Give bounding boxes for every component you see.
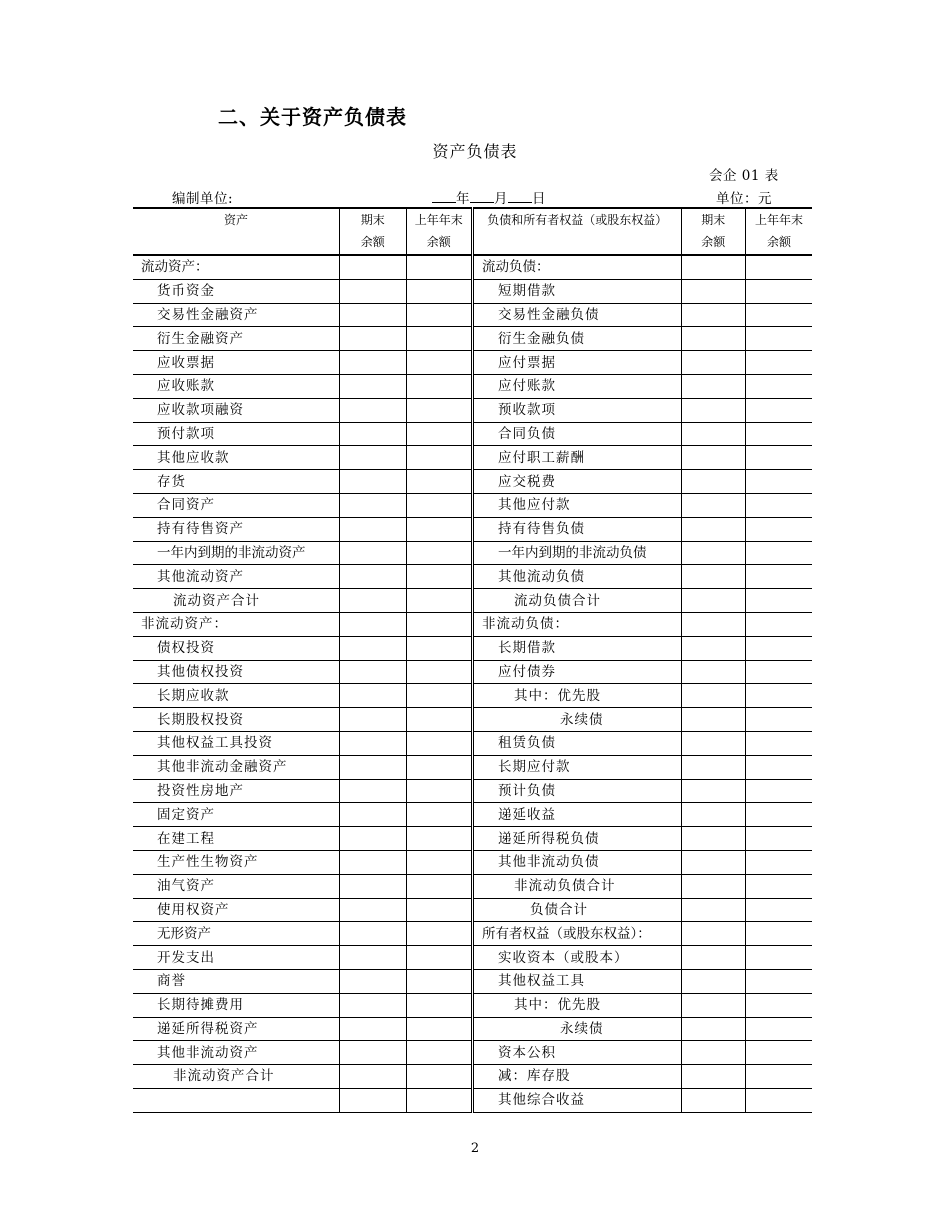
asset-end-balance-cell bbox=[340, 803, 406, 827]
asset-prior-balance-cell bbox=[406, 1065, 472, 1089]
liability-item: 资本公积 bbox=[472, 1041, 681, 1065]
table-row bbox=[133, 1088, 812, 1112]
table-row bbox=[133, 279, 812, 303]
asset-prior-balance-cell bbox=[406, 684, 472, 708]
liability-item: 预收款项 bbox=[472, 398, 681, 422]
liability-prior-balance-cell bbox=[745, 946, 812, 970]
table-row bbox=[133, 850, 812, 874]
liability-end-balance-cell bbox=[681, 708, 745, 732]
asset-end-balance-cell bbox=[340, 327, 406, 351]
asset-end-balance-cell bbox=[340, 446, 406, 470]
asset-end-balance-cell bbox=[340, 684, 406, 708]
table-row bbox=[133, 708, 812, 732]
liability-prior-balance-cell bbox=[745, 470, 812, 494]
asset-end-balance-cell bbox=[340, 1041, 406, 1065]
table-row bbox=[133, 827, 812, 851]
liability-prior-balance-cell bbox=[745, 1065, 812, 1089]
liability-item: 交易性金融负债 bbox=[472, 303, 681, 327]
asset-prior-balance-cell bbox=[406, 303, 472, 327]
liability-end-balance-cell bbox=[681, 374, 745, 398]
liability-prior-balance-cell bbox=[745, 827, 812, 851]
asset-prior-balance-cell bbox=[406, 255, 472, 279]
asset-end-balance-cell bbox=[340, 303, 406, 327]
liability-end-balance-cell bbox=[681, 1041, 745, 1065]
liability-end-balance-cell bbox=[681, 517, 745, 541]
liability-item: 其他综合收益 bbox=[472, 1088, 681, 1112]
header-prior-year-balance-right: 上年年末 余额 bbox=[745, 208, 812, 255]
liability-prior-balance-cell bbox=[745, 517, 812, 541]
liability-prior-balance-cell bbox=[745, 422, 812, 446]
liability-end-balance-cell bbox=[681, 850, 745, 874]
asset-end-balance-cell bbox=[340, 779, 406, 803]
liability-item: 应付职工薪酬 bbox=[472, 446, 681, 470]
liability-end-balance-cell bbox=[681, 660, 745, 684]
liability-prior-balance-cell bbox=[745, 1041, 812, 1065]
liability-prior-balance-cell bbox=[745, 969, 812, 993]
asset-prior-balance-cell bbox=[406, 351, 472, 375]
table-row bbox=[133, 422, 812, 446]
asset-item: 存货 bbox=[133, 470, 340, 494]
asset-item: 债权投资 bbox=[133, 636, 340, 660]
asset-end-balance-cell bbox=[340, 1017, 406, 1041]
table-row bbox=[133, 1041, 812, 1065]
asset-item: 投资性房地产 bbox=[133, 779, 340, 803]
asset-item: 使用权资产 bbox=[133, 898, 340, 922]
asset-item: 开发支出 bbox=[133, 946, 340, 970]
asset-item: 非流动资产合计 bbox=[133, 1065, 340, 1089]
table-row bbox=[133, 327, 812, 351]
asset-end-balance-cell bbox=[340, 612, 406, 636]
asset-item: 油气资产 bbox=[133, 874, 340, 898]
liability-prior-balance-cell bbox=[745, 398, 812, 422]
liability-item: 衍生金融负债 bbox=[472, 327, 681, 351]
table-row bbox=[133, 803, 812, 827]
asset-item: 应收票据 bbox=[133, 351, 340, 375]
liability-end-balance-cell bbox=[681, 493, 745, 517]
asset-end-balance-cell bbox=[340, 589, 406, 613]
asset-end-balance-cell bbox=[340, 755, 406, 779]
liability-prior-balance-cell bbox=[745, 493, 812, 517]
asset-prior-balance-cell bbox=[406, 589, 472, 613]
asset-prior-balance-cell bbox=[406, 541, 472, 565]
liability-item: 负债合计 bbox=[472, 898, 681, 922]
asset-end-balance-cell bbox=[340, 946, 406, 970]
asset-item: 持有待售资产 bbox=[133, 517, 340, 541]
liability-item: 其他应付款 bbox=[472, 493, 681, 517]
asset-prior-balance-cell bbox=[406, 755, 472, 779]
asset-item: 长期股权投资 bbox=[133, 708, 340, 732]
liability-end-balance-cell bbox=[681, 1065, 745, 1089]
unit-label: 单位：元 bbox=[716, 191, 772, 207]
asset-end-balance-cell bbox=[340, 898, 406, 922]
table-row bbox=[133, 351, 812, 375]
liability-prior-balance-cell bbox=[745, 708, 812, 732]
liability-item: 流动负债： bbox=[472, 255, 681, 279]
liability-end-balance-cell bbox=[681, 827, 745, 851]
asset-item: 长期待摊费用 bbox=[133, 993, 340, 1017]
asset-item: 预付款项 bbox=[133, 422, 340, 446]
liability-prior-balance-cell bbox=[745, 303, 812, 327]
asset-prior-balance-cell bbox=[406, 612, 472, 636]
asset-prior-balance-cell bbox=[406, 779, 472, 803]
asset-end-balance-cell bbox=[340, 874, 406, 898]
table-row bbox=[133, 946, 812, 970]
liability-end-balance-cell bbox=[681, 1017, 745, 1041]
table-row bbox=[133, 969, 812, 993]
liability-end-balance-cell bbox=[681, 446, 745, 470]
liability-end-balance-cell bbox=[681, 279, 745, 303]
asset-end-balance-cell bbox=[340, 993, 406, 1017]
asset-prior-balance-cell bbox=[406, 850, 472, 874]
liability-end-balance-cell bbox=[681, 565, 745, 589]
asset-item: 其他非流动资产 bbox=[133, 1041, 340, 1065]
asset-item: 流动资产： bbox=[133, 255, 340, 279]
liability-item: 其他流动负债 bbox=[472, 565, 681, 589]
table-row bbox=[133, 565, 812, 589]
page-number: 2 bbox=[470, 1141, 480, 1156]
asset-end-balance-cell bbox=[340, 255, 406, 279]
liability-prior-balance-cell bbox=[745, 351, 812, 375]
header-end-balance: 期末 余额 bbox=[340, 208, 406, 255]
header-prior-year-balance: 上年年末 余额 bbox=[406, 208, 472, 255]
asset-end-balance-cell bbox=[340, 422, 406, 446]
asset-item: 商誉 bbox=[133, 969, 340, 993]
liability-item: 合同负债 bbox=[472, 422, 681, 446]
liability-item: 减：库存股 bbox=[472, 1065, 681, 1089]
liability-item: 其中：优先股 bbox=[472, 684, 681, 708]
header-row bbox=[133, 208, 812, 255]
liability-prior-balance-cell bbox=[745, 1017, 812, 1041]
asset-item: 合同资产 bbox=[133, 493, 340, 517]
asset-item: 生产性生物资产 bbox=[133, 850, 340, 874]
liability-end-balance-cell bbox=[681, 898, 745, 922]
asset-item bbox=[133, 1088, 340, 1112]
asset-item: 交易性金融资产 bbox=[133, 303, 340, 327]
liability-item: 短期借款 bbox=[472, 279, 681, 303]
liability-item: 递延收益 bbox=[472, 803, 681, 827]
date-line bbox=[432, 187, 546, 207]
asset-prior-balance-cell bbox=[406, 517, 472, 541]
liability-prior-balance-cell bbox=[745, 660, 812, 684]
liability-prior-balance-cell bbox=[745, 612, 812, 636]
table-row bbox=[133, 517, 812, 541]
asset-prior-balance-cell bbox=[406, 969, 472, 993]
table-row bbox=[133, 1065, 812, 1089]
liability-item: 实收资本（或股本） bbox=[472, 946, 681, 970]
asset-end-balance-cell bbox=[340, 398, 406, 422]
asset-prior-balance-cell bbox=[406, 470, 472, 494]
liability-item: 持有待售负债 bbox=[472, 517, 681, 541]
table-row bbox=[133, 779, 812, 803]
asset-end-balance-cell bbox=[340, 731, 406, 755]
day-label: 日 bbox=[532, 191, 546, 207]
asset-prior-balance-cell bbox=[406, 374, 472, 398]
asset-prior-balance-cell bbox=[406, 398, 472, 422]
table-row bbox=[133, 684, 812, 708]
liability-end-balance-cell bbox=[681, 684, 745, 708]
liability-item: 应付账款 bbox=[472, 374, 681, 398]
asset-prior-balance-cell bbox=[406, 446, 472, 470]
asset-item: 递延所得税资产 bbox=[133, 1017, 340, 1041]
asset-end-balance-cell bbox=[340, 969, 406, 993]
asset-item: 其他流动资产 bbox=[133, 565, 340, 589]
compiler-label: 编制单位: bbox=[172, 191, 234, 207]
liability-prior-balance-cell bbox=[745, 874, 812, 898]
asset-item: 货币资金 bbox=[133, 279, 340, 303]
asset-prior-balance-cell bbox=[406, 493, 472, 517]
asset-prior-balance-cell bbox=[406, 946, 472, 970]
liability-end-balance-cell bbox=[681, 1088, 745, 1112]
asset-prior-balance-cell bbox=[406, 636, 472, 660]
header-end-balance-right: 期末 余额 bbox=[681, 208, 745, 255]
liability-end-balance-cell bbox=[681, 398, 745, 422]
liability-item: 所有者权益（或股东权益）： bbox=[472, 922, 681, 946]
liability-item: 递延所得税负债 bbox=[472, 827, 681, 851]
asset-prior-balance-cell bbox=[406, 1017, 472, 1041]
liability-item: 长期应付款 bbox=[472, 755, 681, 779]
table-row bbox=[133, 541, 812, 565]
table-row bbox=[133, 636, 812, 660]
liability-end-balance-cell bbox=[681, 874, 745, 898]
liability-end-balance-cell bbox=[681, 351, 745, 375]
liability-end-balance-cell bbox=[681, 612, 745, 636]
liability-prior-balance-cell bbox=[745, 898, 812, 922]
liability-end-balance-cell bbox=[681, 327, 745, 351]
table-row bbox=[133, 374, 812, 398]
asset-end-balance-cell bbox=[340, 279, 406, 303]
liability-end-balance-cell bbox=[681, 969, 745, 993]
asset-prior-balance-cell bbox=[406, 731, 472, 755]
month-blank bbox=[470, 189, 494, 203]
liability-prior-balance-cell bbox=[745, 589, 812, 613]
liability-item: 非流动负债： bbox=[472, 612, 681, 636]
liability-end-balance-cell bbox=[681, 803, 745, 827]
asset-item: 应收款项融资 bbox=[133, 398, 340, 422]
liability-item: 应付票据 bbox=[472, 351, 681, 375]
asset-end-balance-cell bbox=[340, 1088, 406, 1112]
liability-prior-balance-cell bbox=[745, 922, 812, 946]
table-row bbox=[133, 660, 812, 684]
year-label: 年 bbox=[456, 191, 470, 207]
asset-prior-balance-cell bbox=[406, 565, 472, 589]
liability-prior-balance-cell bbox=[745, 1088, 812, 1112]
section-heading: 二、关于资产负债表 bbox=[218, 105, 407, 129]
liability-item: 一年内到期的非流动负债 bbox=[472, 541, 681, 565]
table-title: 资产负债表 bbox=[432, 142, 518, 161]
header-liabilities-equity: 负债和所有者权益（或股东权益） bbox=[472, 208, 681, 255]
asset-item: 一年内到期的非流动资产 bbox=[133, 541, 340, 565]
liability-prior-balance-cell bbox=[745, 993, 812, 1017]
liability-prior-balance-cell bbox=[745, 255, 812, 279]
liability-item: 应交税费 bbox=[472, 470, 681, 494]
table-row bbox=[133, 398, 812, 422]
liability-end-balance-cell bbox=[681, 589, 745, 613]
liability-item: 应付债券 bbox=[472, 660, 681, 684]
liability-end-balance-cell bbox=[681, 993, 745, 1017]
liability-item: 流动负债合计 bbox=[472, 589, 681, 613]
table-row bbox=[133, 1017, 812, 1041]
liability-end-balance-cell bbox=[681, 731, 745, 755]
liability-end-balance-cell bbox=[681, 255, 745, 279]
asset-end-balance-cell bbox=[340, 470, 406, 494]
asset-end-balance-cell bbox=[340, 351, 406, 375]
asset-prior-balance-cell bbox=[406, 422, 472, 446]
table-row bbox=[133, 755, 812, 779]
asset-prior-balance-cell bbox=[406, 1088, 472, 1112]
liability-item: 长期借款 bbox=[472, 636, 681, 660]
asset-item: 其他权益工具投资 bbox=[133, 731, 340, 755]
asset-prior-balance-cell bbox=[406, 803, 472, 827]
liability-end-balance-cell bbox=[681, 303, 745, 327]
liability-prior-balance-cell bbox=[745, 684, 812, 708]
liability-item: 永续债 bbox=[472, 1017, 681, 1041]
table-row bbox=[133, 874, 812, 898]
liability-end-balance-cell bbox=[681, 541, 745, 565]
liability-prior-balance-cell bbox=[745, 446, 812, 470]
table-row bbox=[133, 470, 812, 494]
day-blank bbox=[508, 189, 532, 203]
liability-end-balance-cell bbox=[681, 636, 745, 660]
liability-end-balance-cell bbox=[681, 946, 745, 970]
asset-end-balance-cell bbox=[340, 827, 406, 851]
table-row bbox=[133, 993, 812, 1017]
liability-prior-balance-cell bbox=[745, 803, 812, 827]
asset-prior-balance-cell bbox=[406, 1041, 472, 1065]
liability-end-balance-cell bbox=[681, 422, 745, 446]
asset-prior-balance-cell bbox=[406, 874, 472, 898]
table-row bbox=[133, 589, 812, 613]
liability-item: 永续债 bbox=[472, 708, 681, 732]
liability-prior-balance-cell bbox=[745, 636, 812, 660]
liability-item: 其中：优先股 bbox=[472, 993, 681, 1017]
table-row bbox=[133, 493, 812, 517]
asset-prior-balance-cell bbox=[406, 922, 472, 946]
asset-item: 无形资产 bbox=[133, 922, 340, 946]
liability-end-balance-cell bbox=[681, 779, 745, 803]
asset-end-balance-cell bbox=[340, 1065, 406, 1089]
asset-end-balance-cell bbox=[340, 493, 406, 517]
liability-prior-balance-cell bbox=[745, 279, 812, 303]
asset-end-balance-cell bbox=[340, 850, 406, 874]
liability-end-balance-cell bbox=[681, 755, 745, 779]
liability-prior-balance-cell bbox=[745, 541, 812, 565]
asset-prior-balance-cell bbox=[406, 993, 472, 1017]
liability-prior-balance-cell bbox=[745, 565, 812, 589]
liability-end-balance-cell bbox=[681, 470, 745, 494]
asset-end-balance-cell bbox=[340, 636, 406, 660]
asset-end-balance-cell bbox=[340, 565, 406, 589]
liability-prior-balance-cell bbox=[745, 779, 812, 803]
liability-end-balance-cell bbox=[681, 922, 745, 946]
liability-prior-balance-cell bbox=[745, 327, 812, 351]
asset-item: 衍生金融资产 bbox=[133, 327, 340, 351]
asset-end-balance-cell bbox=[340, 708, 406, 732]
asset-prior-balance-cell bbox=[406, 279, 472, 303]
liability-prior-balance-cell bbox=[745, 755, 812, 779]
asset-item: 长期应收款 bbox=[133, 684, 340, 708]
asset-item: 其他非流动金融资产 bbox=[133, 755, 340, 779]
table-row bbox=[133, 446, 812, 470]
asset-prior-balance-cell bbox=[406, 827, 472, 851]
liability-prior-balance-cell bbox=[745, 731, 812, 755]
asset-item: 固定资产 bbox=[133, 803, 340, 827]
liability-item: 租赁负债 bbox=[472, 731, 681, 755]
liability-prior-balance-cell bbox=[745, 850, 812, 874]
table-row bbox=[133, 922, 812, 946]
table-row bbox=[133, 303, 812, 327]
month-label: 月 bbox=[494, 191, 508, 207]
header-assets: 资产 bbox=[133, 208, 340, 255]
asset-prior-balance-cell bbox=[406, 708, 472, 732]
table-row bbox=[133, 898, 812, 922]
asset-item: 其他债权投资 bbox=[133, 660, 340, 684]
asset-end-balance-cell bbox=[340, 922, 406, 946]
liability-prior-balance-cell bbox=[745, 374, 812, 398]
asset-prior-balance-cell bbox=[406, 660, 472, 684]
asset-end-balance-cell bbox=[340, 374, 406, 398]
asset-end-balance-cell bbox=[340, 541, 406, 565]
asset-item: 非流动资产： bbox=[133, 612, 340, 636]
asset-end-balance-cell bbox=[340, 517, 406, 541]
asset-item: 其他应收款 bbox=[133, 446, 340, 470]
liability-item: 预计负债 bbox=[472, 779, 681, 803]
liability-item: 其他非流动负债 bbox=[472, 850, 681, 874]
liability-item: 非流动负债合计 bbox=[472, 874, 681, 898]
year-blank bbox=[432, 189, 456, 203]
asset-item: 流动资产合计 bbox=[133, 589, 340, 613]
asset-prior-balance-cell bbox=[406, 898, 472, 922]
asset-item: 应收账款 bbox=[133, 374, 340, 398]
table-row bbox=[133, 255, 812, 279]
liability-item: 其他权益工具 bbox=[472, 969, 681, 993]
form-code: 会企 01 表 bbox=[709, 168, 779, 184]
asset-item: 在建工程 bbox=[133, 827, 340, 851]
asset-prior-balance-cell bbox=[406, 327, 472, 351]
table-row bbox=[133, 731, 812, 755]
balance-sheet-table bbox=[133, 207, 812, 1113]
table-row bbox=[133, 612, 812, 636]
asset-end-balance-cell bbox=[340, 660, 406, 684]
